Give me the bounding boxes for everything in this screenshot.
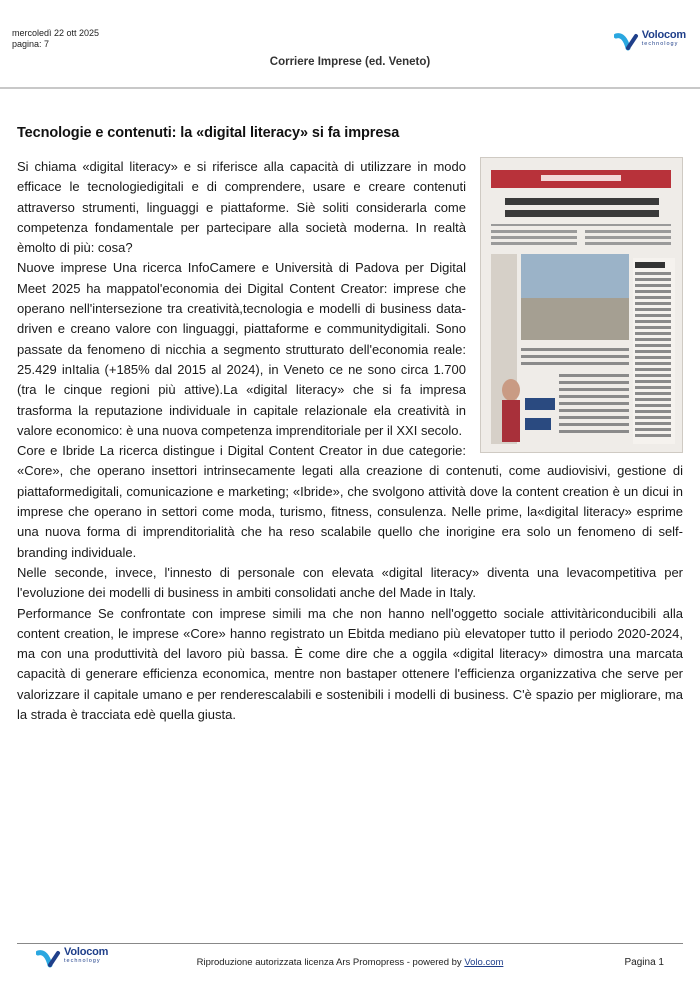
logo-tagline: technology <box>641 41 679 47</box>
footer-divider <box>17 943 683 944</box>
volo-link[interactable]: Volo.com <box>464 957 504 968</box>
newspaper-source: Corriere Imprese (ed. Veneto) <box>269 56 431 68</box>
logo-brand: Volocom <box>641 29 686 41</box>
clipping-page: pagina: 7 <box>12 39 50 49</box>
clipping-image <box>481 158 682 452</box>
footer-license <box>0 957 700 968</box>
article-paragraph: Nelle seconde, invece, l'innesto di personale con elevata «digital literacy» diventa una levacompetitiva per l'evoluzione dei modelli di business in ambiti consolidati anche del Made in Italy. <box>17 564 683 601</box>
volocom-logo <box>614 30 686 56</box>
article-paragraph: Core e Ibride La ricerca distingue i Digital Content Creator in due categorie: «Core», che operano insettori intrinsecamente legati alla creazione di contenuti, come audiovisivi, gestione di piattaformedigitali, comunicazione e marketing; «Ibride», che svolgono attività dove la content creation è un dicui in imprese che operano in settori come moda, turismo, fitness, consulenza. Nelle prime, la«digital literacy» esprime una nuova forma di imprenditorialità che ha reso scalabile quello che inorigine era solo un fenomeno di self-branding individuale. <box>17 443 683 560</box>
article-paragraph: Si chiama «digital literacy» e si riferisce alla capacità di utilizzare in modo efficace le tecnologiedigitali e di comprendere, usare e creare contenuti attraverso strumenti, linguaggi e piattaforme. Siè soliti considerarla come competenza fondamentale per partecipare alla società moderna. In realtà èmolto di più: cosa? <box>17 159 466 256</box>
footer-license-text: Riproduzione autorizzata licenza Ars Promopress - powered by <box>196 957 465 968</box>
article-body <box>17 157 683 725</box>
logo-brand: Volocom <box>64 946 109 958</box>
clipping-date: mercoledì 22 ott 2025 <box>12 28 100 38</box>
clipping-meta <box>12 28 99 50</box>
article-paragraph: Performance Se confrontate con imprese simili ma che non hanno nell'oggetto sociale attivitàriconducibili alla content creation, le imprese «Core» hanno registrato un Ebitda mediano più elevatoper tutto il periodo 2020-2024, ma con una produttività del lavoro più bassa. È come dire che a oggila «digital literacy» dimostra una marcata capacità di generare efficienza economica, mentre non bastaper ottenere l'efficienza organizzativa che serve per valorizzare il capitale umano e per renderescalabili e sostenibili i modelli di business. C'è spazio per migliorare, ma la strada è tracciata edè quella giusta. <box>17 605 683 723</box>
newspaper-clipping-thumbnail[interactable] <box>480 157 683 453</box>
article-title: Tecnologie e contenuti: la «digital literacy» si fa impresa <box>17 125 400 141</box>
page-number: Pagina 1 <box>624 957 664 968</box>
header-divider <box>0 87 700 89</box>
article-paragraph: Nuove imprese Una ricerca InfoCamere e Università di Padova per Digital Meet 2025 ha mappatol'economia dei Digital Content Creator: imprese che operano nell'intersezione tra creatività,tecnologia e modelli di business data-driven e creano valore con linguaggi, piattaforme e communitydigitali. Sono passate da fenomeno di nicchia a segmento strutturato dell'economia reale: 25.429 inItalia (+185% dal 2015 al 2024), in Veneto ce ne sono circa 1.700 (tra le cinque regioni più attive).La «digital literacy» che si fa impresa trasforma la reputazione individuale in capitale relazionale ela creatività in valore economico: è una nuova competenza imprenditoriale per il XXI secolo. <box>17 260 466 438</box>
logo-tagline: technology <box>64 958 101 964</box>
